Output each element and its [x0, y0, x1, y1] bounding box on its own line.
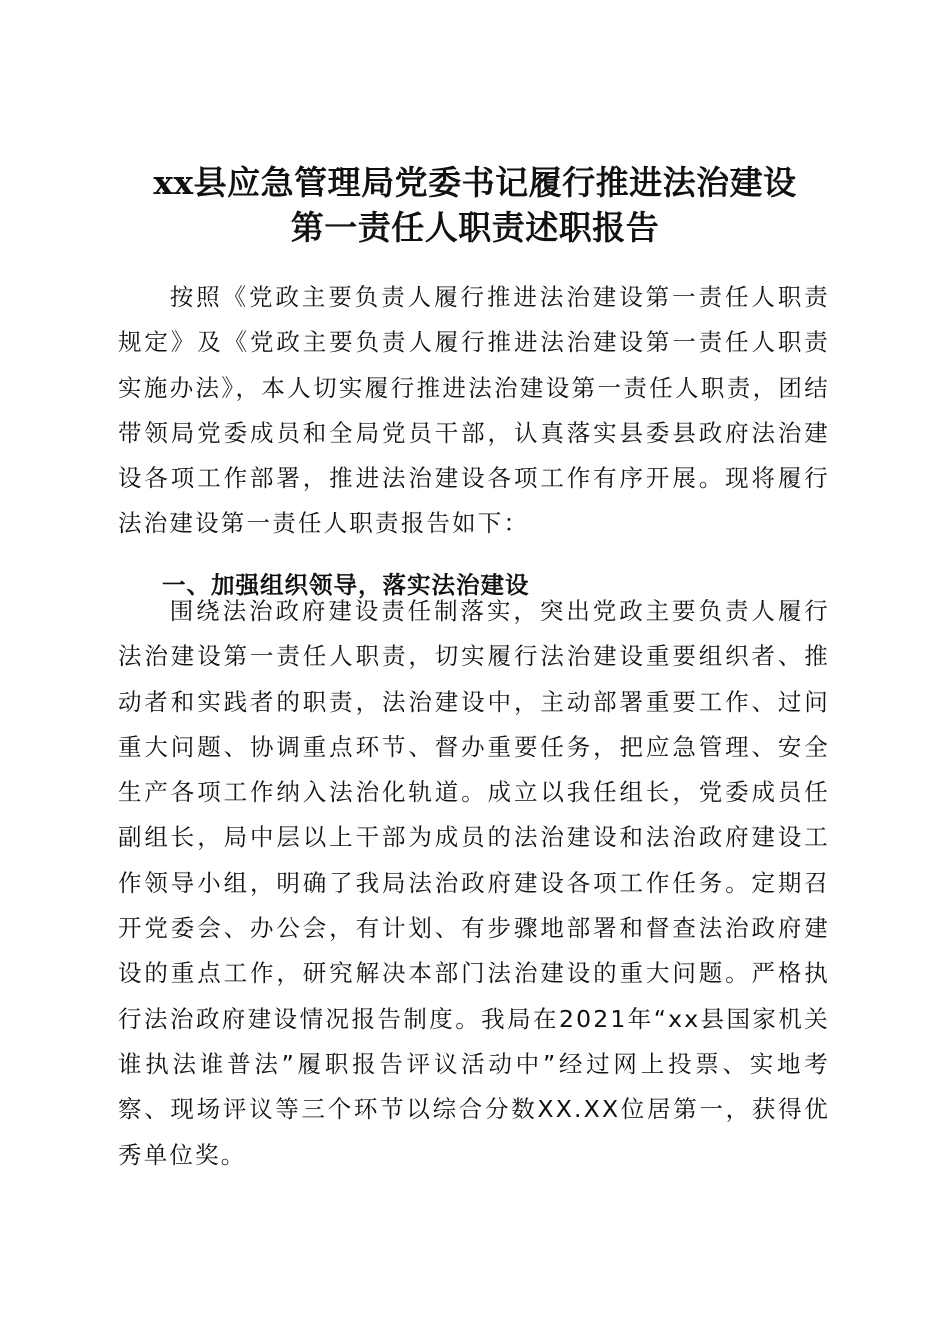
document-title-line-2: 第一责任人职责述职报告 [290, 208, 660, 248]
document-title-line-1: xx县应急管理局党委书记履行推进法治建设 [153, 163, 797, 203]
section-heading-1: 一、加强组织领导，落实法治建设 [162, 570, 530, 599]
intro-paragraph: 按照《党政主要负责人履行推进法治建设第一责任人职责规定》及《党政主要负责人履行推进法治建设第一责任人职责实施办法》，本人切实履行推进法治建设第一责任人职责，团结带领局党委成员和全局党员干部，认真落实县委县政府法治建设各项工作部署，推进法治建设各项工作有序开展。现将履行法治建设第一责任人职责报告如下： [118, 283, 830, 538]
section-1-paragraph: 围绕法治政府建设责任制落实，突出党政主要负责人履行法治建设第一责任人职责，切实履行法治建设重要组织者、推动者和实践者的职责，法治建设中，主动部署重要工作、过问重大问题、协调重点环节、督办重要任务，把应急管理、安全生产各项工作纳入法治化轨道。成立以我任组长，党委成员任副组长，局中层以上干部为成员的法治建设和法治政府建设工作领导小组，明确了我局法治政府建设各项工作任务。定期召开党委会、办公会，有计划、有步骤地部署和督查法治政府建设的重点工作，研究解决本部门法治建设的重大问题。严格执行法治政府建设情况报告制度。我局在2021年“xx县国家机关谁执法谁普法”履职报告评议活动中”经过网上投票、实地考察、现场评议等三个环节以综合分数XX.XX位居第一，获得优秀单位奖。 [118, 597, 830, 1169]
